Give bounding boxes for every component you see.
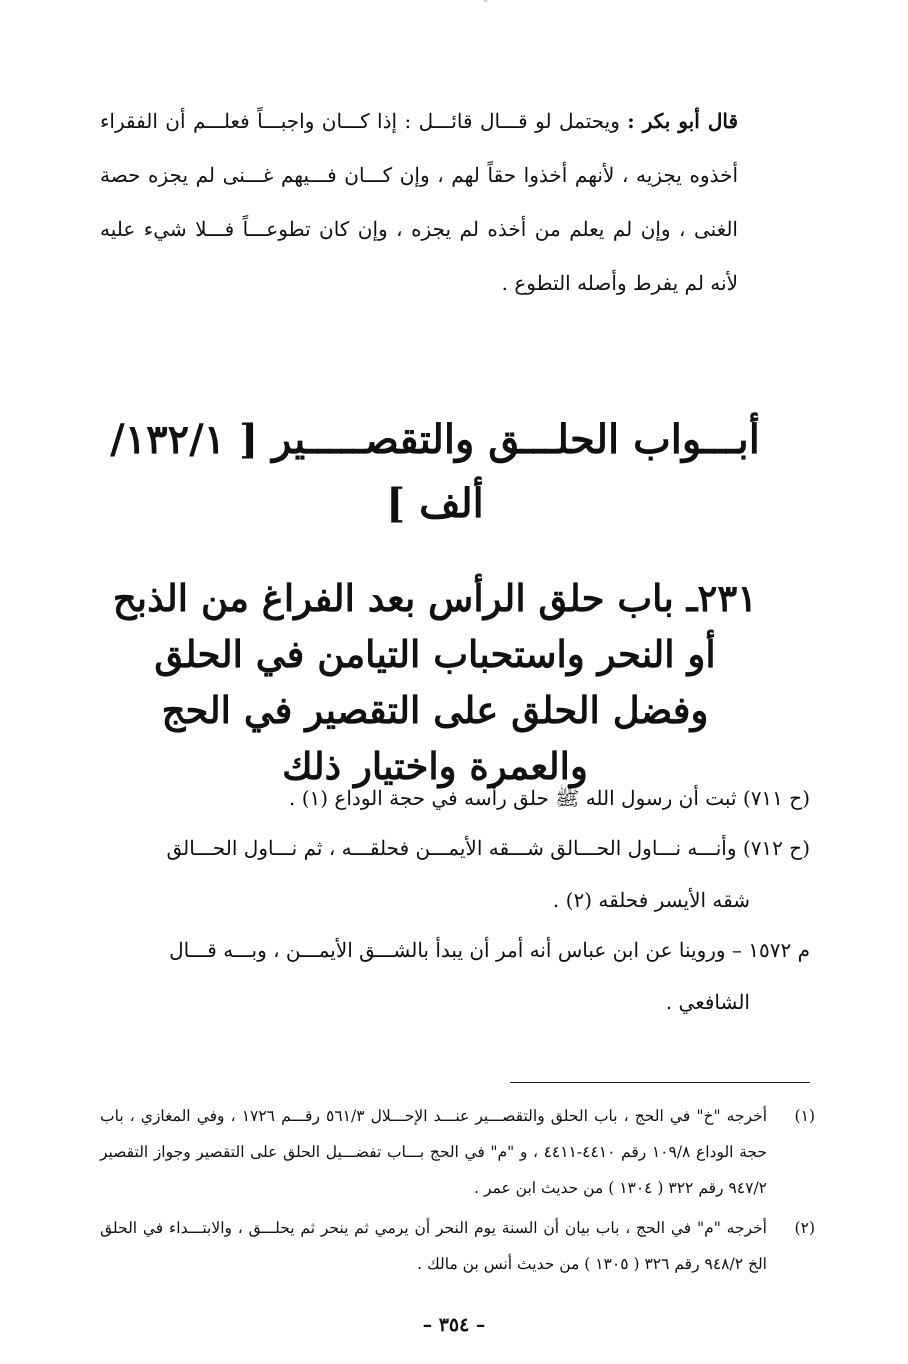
hadith-continuation: شقه الأيسر فحلقه (٢) .	[552, 888, 750, 912]
section-heading: أبـــواب الحلـــق والتقصـــــير [ ١٣٢/١/ألف ]	[110, 416, 760, 527]
footnote-divider	[510, 1082, 810, 1083]
hadith-712	[100, 822, 810, 926]
footnote-number: (٢)	[794, 1219, 815, 1237]
hadith-continuation: الشافعي .	[665, 990, 750, 1014]
athar-1572	[100, 924, 810, 1028]
footnote-2	[100, 1210, 815, 1282]
footnote-1	[100, 1098, 815, 1206]
intro-paragraph	[100, 94, 738, 310]
speaker-label: قال أبو بكر :	[627, 109, 739, 133]
hadith-text: (ح ٧١١) ثبت أن رسول الله ﷺ حلق رأسه في حجة الوداع (١) .	[288, 786, 810, 810]
footnote-text: أخرجه "خ" في الحج ، باب الحلق والتقصـــير عنـــد الإحـــلال ٥٦١/٣ رقـــم ١٧٢٦ ، وفي المغازي ، باب حجة الوداع ١٠٩/٨ رقم ٤٤١٠-٤٤١١ ، و "م" في الحج بـــاب تفضـــيل الحلق على التقصير وجواز التقصير ٩٤٧/٢ رقم ٣٢٢ ( ١٣٠٤ ) من حديث ابن عمر .	[100, 1107, 768, 1197]
footnotes	[100, 1098, 815, 1282]
top-mark: ﹾ	[484, 0, 487, 11]
hadith-text: م ١٥٧٢ – وروينا عن ابن عباس أنه أمر أن يبدأ بالشـــق الأيمـــن ، وبـــه قـــال	[169, 938, 810, 962]
chapter-heading: ٢٣١ـ باب حلق الرأس بعد الفراغ من الذبح أو النحر واستحباب التيامن في الحلق وفضل الحلق على التقصير في الحج والعمرة واختيار ذلك	[112, 576, 758, 788]
footnote-number: (١)	[794, 1107, 815, 1125]
hadith-711	[100, 772, 810, 824]
intro-text: ويحتمل لو قـــال قائـــل : إذا كـــان واجبـــاً فعلـــم أن الفقراء أخذوه يجزيه ، لأنهم أخذوا حقاً لهم ، وإن كـــان فـــيهم غـــنى لم يجزه حصة الغنى ، وإن لم يعلم من أخذه لم يجزه ، وإن كان تطوعـــاً فـــلا شيء عليه لأنه لم يفرط وأصله التطوع .	[100, 109, 738, 295]
hadith-text: (ح ٧١٢) وأنـــه نـــاول الحـــالق شـــقه الأيمـــن فحلقـــه ، ثم نـــاول الحـــالق	[166, 836, 810, 860]
footnote-text: أخرجه "م" في الحج ، باب بيان أن السنة يوم النحر أن يرمي ثم ينحر ثم يحلـــق ، والابتـــداء في الحلق الخ ٩٤٨/٢ رقم ٣٢٦ ( ١٣٠٥ ) من حديث أنس بن مالك .	[100, 1219, 767, 1273]
page-number: – ٣٥٤ –	[422, 1314, 486, 1336]
